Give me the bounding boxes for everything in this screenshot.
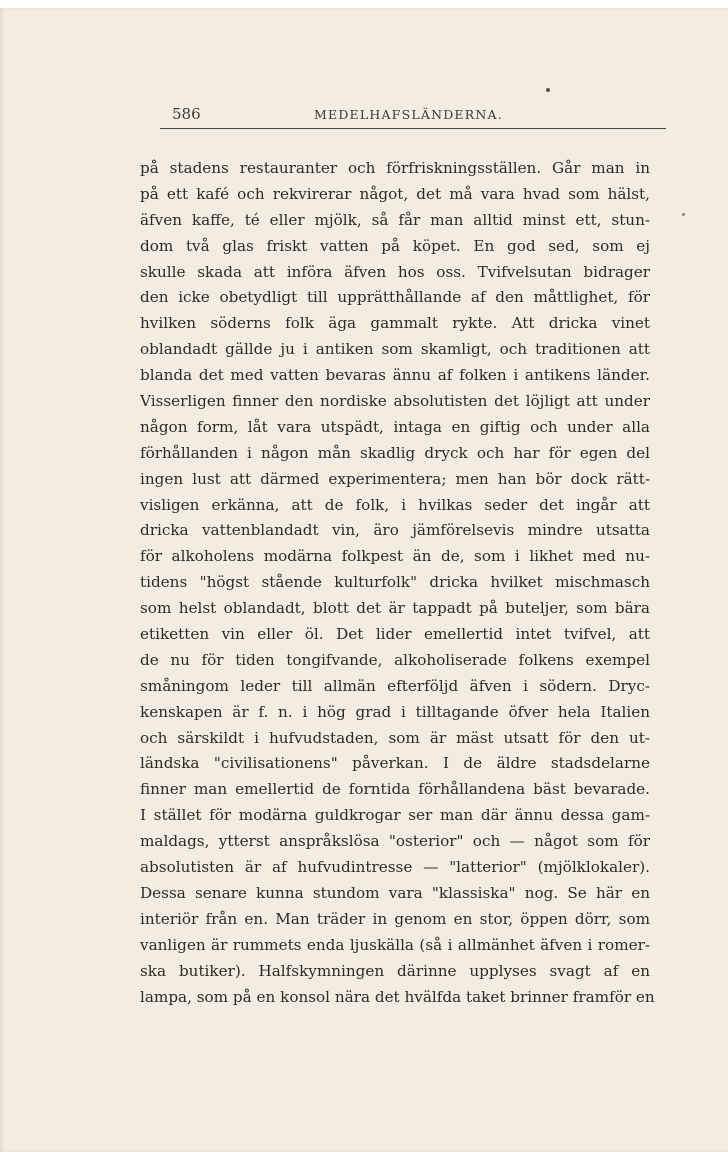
text-line: småningom leder till allmän efterföljd äfven i södern. Dryc-	[140, 676, 650, 695]
text-line: kenskapen är f. n. i hög grad i tilltagande öfver hela Italien	[140, 702, 650, 721]
text-line: interiör från en. Man träder in genom en stor, öppen dörr, som	[140, 909, 650, 928]
text-line: I stället för modärna guldkrogar ser man där ännu dessa gam-	[140, 806, 650, 825]
text-line: lampa, som på en konsol nära det hvälfda taket brinner framför en	[140, 987, 655, 1006]
text-line: ska butiker). Halfskymningen därinne upplyses svagt af en	[140, 961, 650, 980]
text-line: de nu för tiden tongifvande, alkoholiserade folkens exempel	[140, 650, 650, 669]
text-line: dom två glas friskt vatten på köpet. En god sed, som ej	[140, 236, 650, 255]
text-line: förhållanden i någon mån skadlig dryck och har för egen del	[140, 443, 650, 462]
text-line: någon form, låt vara utspädt, intaga en giftig och under alla	[140, 417, 650, 436]
text-line: ingen lust att därmed experimentera; men han bör dock rätt-	[140, 469, 650, 488]
text-line: finner man emellertid de forntida förhållandena bäst bevarade.	[140, 780, 650, 799]
text-line: Dessa senare kunna stundom vara "klassiska" nog. Se här en	[140, 883, 650, 902]
text-line: maldags, ytterst anspråkslösa "osterior" och — något som för	[140, 832, 650, 851]
text-line: absolutisten är af hufvudintresse — "latterior" (mjölklokaler).	[140, 858, 650, 877]
text-line: dricka vattenblandadt vin, äro jämförelsevis mindre utsatta	[140, 521, 650, 540]
text-line: blanda det med vatten bevaras ännu af folken i antikens länder.	[140, 366, 650, 385]
text-line: äfven kaffe, té eller mjölk, så får man alltid minst ett, stun-	[140, 210, 650, 229]
text-line: för alkoholens modärna folkpest än de, som i likhet med nu-	[140, 547, 650, 566]
ink-speck	[546, 88, 550, 92]
text-line: på ett kafé och rekvirerar något, det må vara hvad som hälst,	[140, 184, 650, 203]
body-text	[140, 156, 655, 1010]
text-line: skulle skada att införa äfven hos oss. Tvifvelsutan bidrager	[140, 262, 650, 281]
text-line: på stadens restauranter och förfriskningsställen. Går man in	[140, 159, 650, 177]
text-line: Visserligen finner den nordiske absolutisten det löjligt att under	[140, 392, 650, 411]
page-header	[160, 102, 666, 129]
ink-speck	[682, 213, 685, 216]
text-line: visligen erkänna, att de folk, i hvilkas seder det ingår att	[140, 495, 650, 514]
text-line: som helst oblandadt, blott det är tappadt på buteljer, som bära	[140, 599, 650, 618]
text-line: hvilken söderns folk äga gammalt rykte. Att dricka vinet	[140, 314, 650, 333]
text-line: och särskildt i hufvudstaden, som är mäst utsatt för den ut-	[140, 728, 650, 747]
page-number: 586	[172, 105, 201, 123]
text-line: ländska "civilisationens" påverkan. I de äldre stadsdelarne	[140, 754, 650, 773]
text-line: den icke obetydligt till upprätthållande af den måttlighet, för	[140, 288, 650, 307]
text-line: oblandadt gällde ju i antiken som skamligt, och traditionen att	[140, 340, 650, 359]
running-head: MEDELHAFSLÄNDERNA.	[314, 107, 503, 122]
text-line: tidens "högst stående kulturfolk" dricka hvilket mischmasch	[140, 573, 650, 592]
book-page	[0, 8, 728, 1152]
text-line: vanligen är rummets enda ljuskälla (så i allmänhet äfven i romer-	[140, 935, 650, 954]
text-line: etiketten vin eller öl. Det lider emellertid intet tvifvel, att	[140, 625, 650, 644]
